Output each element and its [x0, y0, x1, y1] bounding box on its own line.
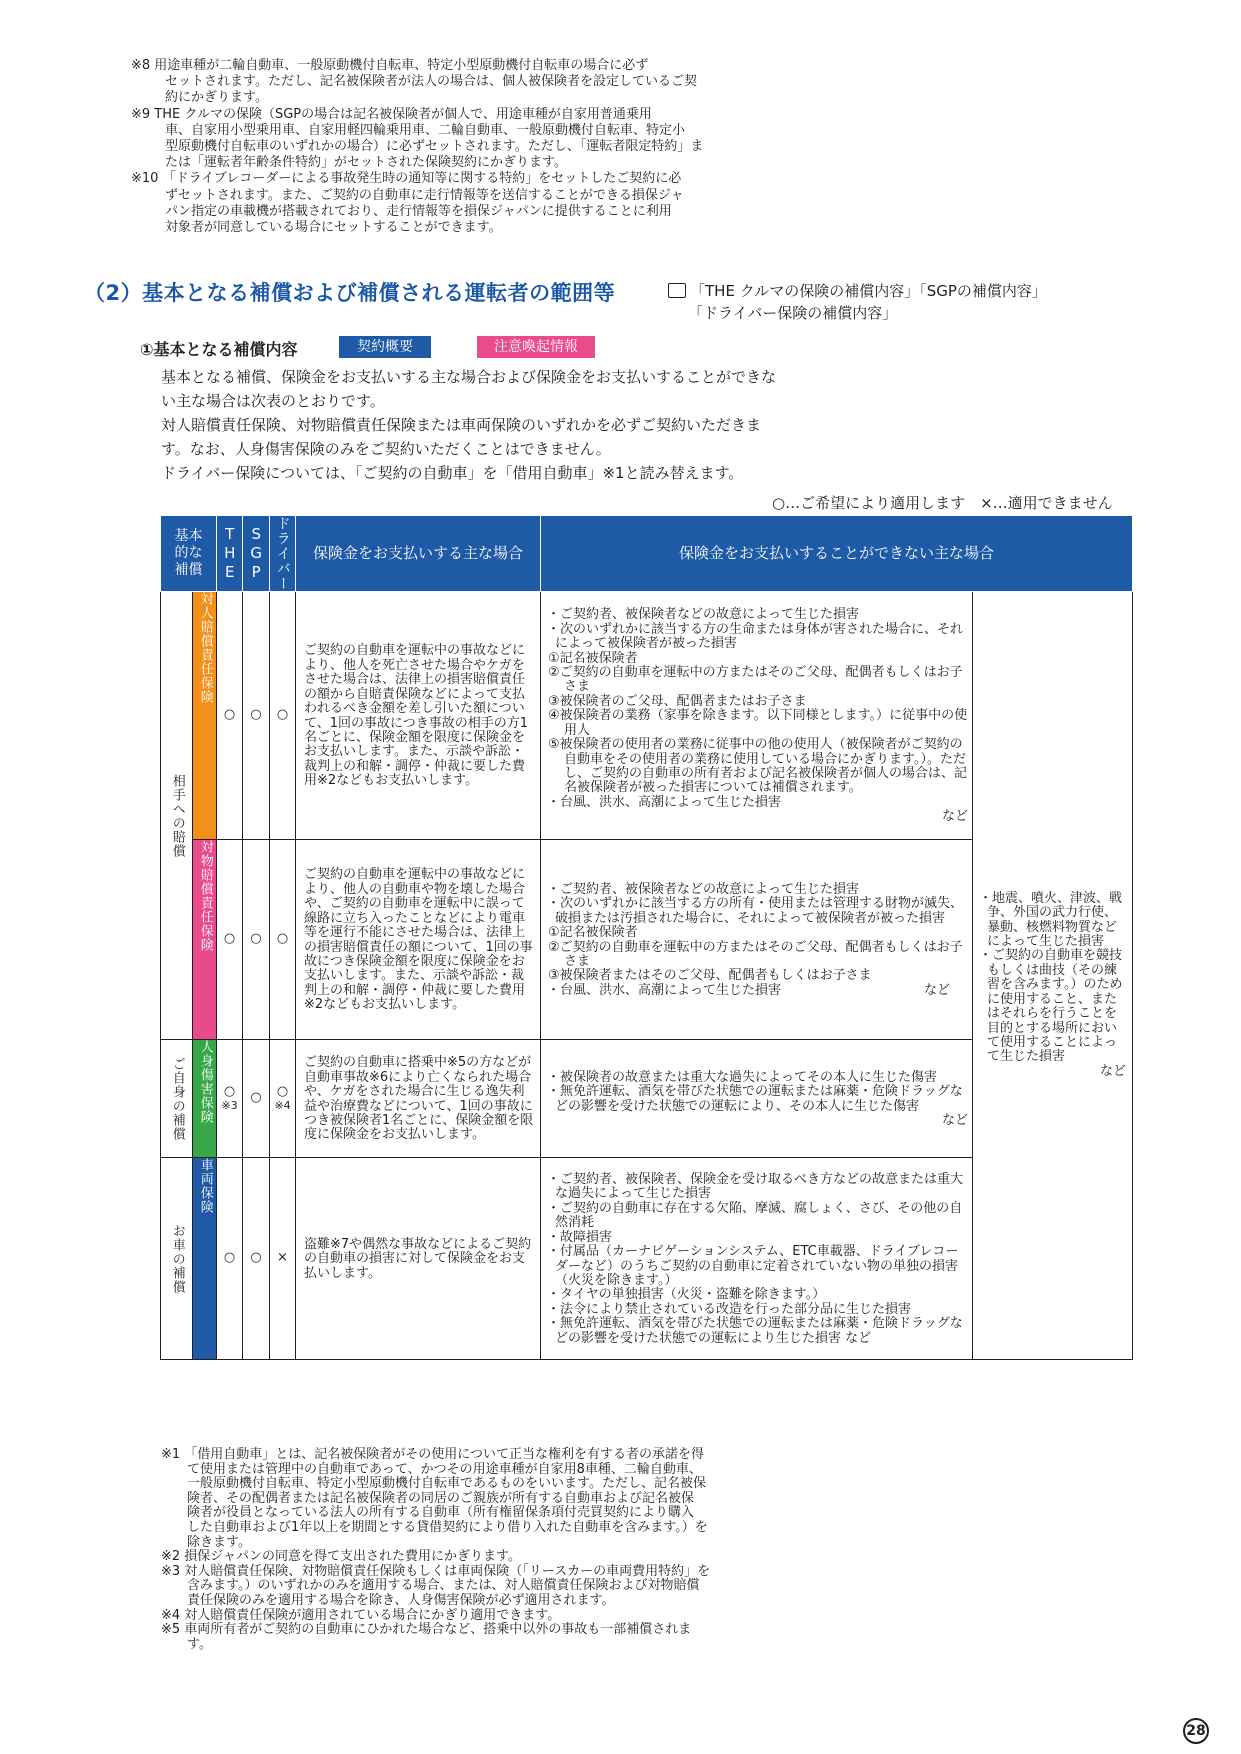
- intro-text: [161, 365, 851, 485]
- header-the: THE: [217, 516, 243, 592]
- pay-cell: 盗難※7や偶然な事故などによるご契約の自動車の損害に対して保険金をお支払いします。: [296, 1158, 541, 1360]
- category-car: [161, 1158, 193, 1360]
- nopay-item: ②ご契約の自動車を運転中の方またはそのご父母、配偶者もしくはお子さま: [548, 665, 963, 695]
- nopay-common-cell: [973, 592, 1133, 1360]
- nopay-item: ・次のいずれかに該当する方の生命または身体が害された場合に、それによって被保険者が被った損害: [547, 621, 964, 652]
- header-pay: 保険金をお支払いする主な場合: [296, 516, 541, 592]
- category-label: お車の補償: [169, 1223, 185, 1294]
- footnote: ※8 用途車種が二輪自動車、一般原動機付自転車、特定小型原動機付自転車の場合に必ず セットされます。ただし、記名被保険者が法人の場合は、個人被保険者を設定しているご契 約にかぎります。: [131, 58, 697, 106]
- mark-value: ○: [223, 931, 236, 947]
- intro-line: す。なお、人身傷害保険のみをご契約いただくことはできません。: [161, 440, 611, 458]
- nopay-item: ②ご契約の自動車を運転中の方またはそのご父母、配偶者もしくはお子さま: [548, 939, 963, 969]
- intro-line: ドライバー保険については、「ご契約の自動車」を「借用自動車」※1と読み替えます。: [161, 464, 744, 482]
- nopay-item: ・ご契約の自動車に存在する欠陥、摩滅、腐しょく、さび、その他の自然消耗: [547, 1200, 963, 1231]
- section-title: （2）基本となる補償および補償される運転者の範囲等: [84, 281, 616, 305]
- mark-value: ○: [276, 1084, 289, 1100]
- footnote: ※4 対人賠償責任保険が適用されている場合にかぎり適用できます。: [161, 1607, 561, 1623]
- nopay-item: ・ご契約者、被保険者、保険金を受け取るべき方などの故意または重大な過失によって生じた損害: [547, 1172, 964, 1202]
- section-ref-line1: 「THE クルマの保険の補償内容」「SGPの補償内容」: [690, 282, 1047, 300]
- nopay-item: ・故障損害: [547, 1229, 613, 1245]
- mark-note: ※4: [274, 1098, 291, 1112]
- mark-value: ○: [223, 1250, 236, 1266]
- pay-cell: ご契約の自動車を運転中の事故などにより、他人の自動車や物を壊した場合や、ご契約の自動車を運転中に誤って線路に立ち入ったことなどにより電車等を運行不能にさせた場合は、法律上の損害賠償責任の額について、1回の事故につき保険金額を限度に保険金をお支払いします。また、示談や訴訟・裁判上の和解・調停・仲裁に要した費用※2などもお支払いします。: [296, 840, 541, 1040]
- mark-driver: [270, 1040, 296, 1158]
- insurance-name: [193, 1040, 217, 1158]
- category-label: 相手への賠償: [169, 773, 185, 858]
- nopay-cell: [541, 1158, 973, 1360]
- nopay-item: ・被保険者の故意または重大な過失によってその本人に生じた傷害: [547, 1069, 938, 1085]
- nopay-item: ③被保険者またはそのご父母、配偶者もしくはお子さま: [548, 968, 872, 984]
- nopay-item: ・ご契約者、被保険者などの故意によって生じた損害: [547, 881, 860, 897]
- intro-line: 基本となる補償、保険金をお支払いする主な場合および保険金をお支払いすることができな: [161, 368, 777, 386]
- book-icon: [668, 283, 686, 298]
- mark-sgp: [243, 1158, 270, 1360]
- mark-driver: [270, 1158, 296, 1360]
- table-row: [161, 592, 1133, 840]
- footnote: ※10 「ドライブレコーダーによる事故発生時の通知等に関する特約」をセットしたご契約に必 ずセットされます。また、ご契約の自動車に走行情報等を送信することができる損保ジャ パン指定の車載機が搭載されており、走行情報等を損保ジャパンに提供することに利用 対象者が同意している場合にセットすることができます。: [131, 171, 684, 236]
- badge-caution-info: 注意喚起情報: [477, 336, 595, 358]
- insurance-name: [193, 1158, 217, 1360]
- nopay-item: ・タイヤの単独損害（火災・盗難を除きます。）: [547, 1287, 826, 1303]
- nopay-item: ・法令により禁止されている改造を行った部分品に生じた損害: [547, 1301, 912, 1317]
- nopay-item: など: [941, 809, 968, 825]
- badge-contract-summary: 契約概要: [339, 336, 431, 358]
- mark-value: ×: [277, 1250, 288, 1266]
- nopay-item: ①記名被保険者: [548, 925, 638, 941]
- mark-value: ○: [250, 1090, 262, 1106]
- insurance-name: [193, 592, 217, 840]
- nopay-item: ④被保険者の業務（家事を除きます。以下同様とします。）に従事中の使用人: [548, 708, 968, 738]
- nopay-common: [979, 892, 1126, 1079]
- nopay-cell: [541, 1040, 973, 1158]
- top-notes: [131, 58, 721, 236]
- nopay-item: ⑤被保険者の使用者の業務に従事中の他の使用人（被保険者がご契約の自動車をその使用者の業務に使用している場合にかぎります。）。ただし、ご契約の自動車の所有者および記名被保険者が個人の場合は、記名被保険者が被った損害については補償されます。: [548, 737, 968, 796]
- footnote: ※3 対人賠償責任保険、対物賠償責任保険もしくは車両保険（「リースカーの車両費用特約」を 含みます。）のいずれかのみを適用する場合、または、対人賠償責任保険および対物賠償 責任保険のみを適用する場合を除き、人身傷害保険が必ず適用されます。: [161, 1563, 711, 1608]
- footnote: ※5 車両所有者がご契約の自動車にひかれた場合など、搭乗中以外の事故も一部補償されま す。: [161, 1622, 692, 1652]
- insurance-label: 対人賠償責任保険: [197, 592, 213, 704]
- mark-driver: [270, 840, 296, 1040]
- insurance-name: [193, 840, 217, 1040]
- category-self: [161, 1040, 193, 1158]
- pay-cell: ご契約の自動車に搭乗中※5の方などが自動車事故※6により亡くなられた場合や、ケガをされた場合に生じる逸失利益や治療費などについて、1回の事故につき被保険者1名ごとに、保険金額を限度に保険金をお支払いします。: [296, 1040, 541, 1158]
- page-number: 28: [1183, 1718, 1209, 1744]
- nopay-item: ・無免許運転、酒気を帯びた状態での運転または麻薬・危険ドラッグなどの影響を受けた状態での運転により生じた損害 など: [547, 1316, 963, 1346]
- mark-value: ○: [250, 707, 262, 723]
- pay-cell: ご契約の自動車を運転中の事故などにより、他人を死亡させた場合やケガをさせた場合は、法律上の損害賠償責任の額から自賠責保険などによって支払われるべき金額を差し引いた額について、1回の事故につき事故の相手の方1名ごとに、保険金額を限度に保険金をお支払いします。また、示談や訴訟・裁判上の和解・調停・仲裁に要した費用※2などもお支払いします。: [296, 592, 541, 840]
- legend: ○…ご希望により適用します ×…適用できません: [772, 494, 1113, 512]
- nopay-item: ・付属品（カーナビゲーションシステム、ETC車載器、ドライブレコーダーなど）のうちご契約の自動車に定着されていない物の単独の損害（火災を除きます。）: [547, 1244, 959, 1288]
- bottom-notes: [161, 1448, 746, 1652]
- mark-the: [217, 1158, 243, 1360]
- insurance-label: 対物賠償責任保険: [197, 840, 213, 952]
- header-driver: ドライバー: [270, 516, 296, 592]
- insurance-label: 車両保険: [197, 1158, 213, 1214]
- mark-value: ○: [276, 931, 289, 947]
- header-nopay: 保険金をお支払いすることができない主な場合: [541, 516, 1133, 592]
- mark-value: ○: [223, 1084, 236, 1100]
- nopay-item: ①記名被保険者: [548, 650, 638, 666]
- mark-value: ○: [250, 931, 262, 947]
- mark-value: ○: [276, 707, 289, 723]
- nopay-item: ・ご契約者、被保険者などの故意によって生じた損害: [547, 607, 860, 623]
- insurance-label: 人身傷害保険: [197, 1040, 213, 1124]
- nopay-item: ・地震、噴火、津波、戦争、外国の武力行使、暴動、核燃料物質などによって生じた損害: [979, 890, 1123, 950]
- nopay-item: ・台風、洪水、高潮によって生じた損害 など: [547, 982, 951, 998]
- mark-the: [217, 840, 243, 1040]
- mark-sgp: [243, 840, 270, 1040]
- mark-sgp: [243, 1040, 270, 1158]
- category-opponent: [161, 592, 193, 1040]
- intro-line: 対人賠償責任保険、対物賠償責任保険または車両保険のいずれかを必ずご契約いただきま: [161, 416, 762, 434]
- header-basic: 基本的な補償: [161, 516, 217, 592]
- nopay-item: など: [941, 1112, 968, 1128]
- nopay-item: など: [1099, 1063, 1126, 1079]
- footnote: ※1 「借用自動車」とは、記名被保険者がその使用について正当な権利を有する者の承諾を得 て使用または管理中の自動車であって、かつその用途車種が自家用8車種、二輪自動車、 一般原動機付自転車、特定小型原動機付自転車であるものをいいます。ただし、記名被保 険者、その配偶者または記名被保険者の同居のご親族が所有する自動車および記名被保 険者が役員となっている法人の所有する自動車（所有権留保条項付売買契約により購入 した自動車および1年以上を期間とする貸借契約により借り入れた自動車を含みます。）を 除きます。: [161, 1447, 708, 1550]
- intro-line: い主な場合は次表のとおりです。: [161, 392, 385, 410]
- subsection-title: ①基本となる補償内容: [140, 340, 298, 359]
- mark-value: ○: [250, 1250, 262, 1266]
- section-reference: [668, 280, 1047, 324]
- coverage-table: [160, 515, 1133, 1360]
- nopay-cell: [541, 592, 973, 840]
- section-ref-line2: 「ドライバー保険の補償内容」: [688, 304, 898, 322]
- nopay-cell: [541, 840, 973, 1040]
- mark-driver: [270, 592, 296, 840]
- nopay-item: ・次のいずれかに該当する方の所有・使用または管理する財物が滅失、破損または汚損された場合に、それによって被保険者が被った損害: [547, 896, 964, 926]
- category-label: ご自身の補償: [169, 1056, 185, 1141]
- mark-sgp: [243, 592, 270, 840]
- footnote: ※9 THE クルマの保険（SGPの場合は記名被保険者が個人で、用途車種が自家用普通乗用 車、自家用小型乗用車、自家用軽四輪乗用車、二輪自動車、一般原動機付自転車、特定小 型原動機付自転車のいずれかの場合）に必ずセットされます。ただし、「運転者限定特約」ま たは「運転者年齢条件特約」がセットされた保険契約にかぎります。: [131, 106, 704, 171]
- mark-note: ※3: [221, 1098, 238, 1112]
- nopay-item: ③被保険者のご父母、配偶者またはお子さま: [548, 693, 807, 709]
- footnote: ※2 損保ジャパンの同意を得て支出された費用にかぎります。: [161, 1549, 521, 1565]
- mark-value: ○: [223, 707, 236, 723]
- nopay-item: ・ご契約の自動車を競技もしくは曲技（その練習を含みます。）のために使用すること、またはそれらを行うことを目的とする場所において使用することによって生じた損害: [979, 948, 1123, 1065]
- mark-the: [217, 1040, 243, 1158]
- nopay-item: ・台風、洪水、高潮によって生じた損害: [547, 794, 782, 810]
- nopay-item: ・無免許運転、酒気を帯びた状態での運転または麻薬・危険ドラッグなどの影響を受けた状態での運転により、その本人に生じた傷害: [547, 1084, 963, 1114]
- header-sgp: SGP: [243, 516, 270, 592]
- mark-the: [217, 592, 243, 840]
